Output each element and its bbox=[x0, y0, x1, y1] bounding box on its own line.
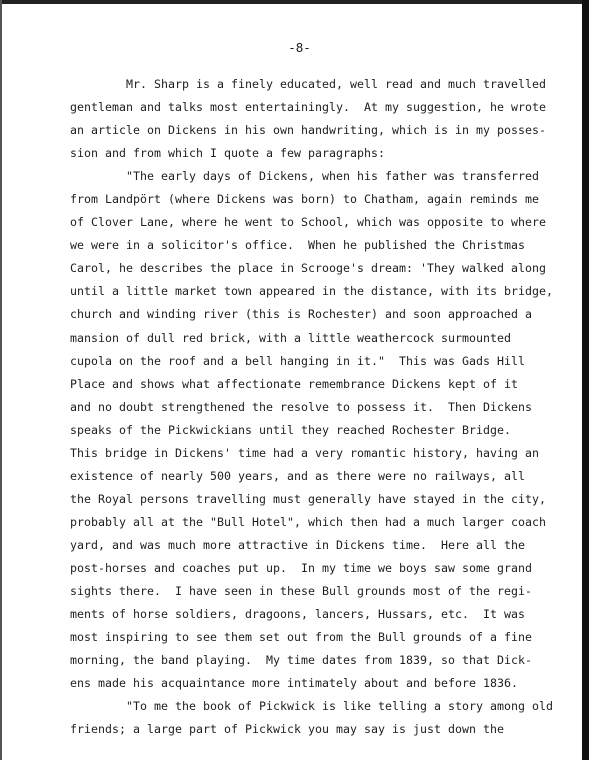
text-line: cupola on the roof and a bell hanging in it." This was Gads Hill bbox=[70, 353, 526, 368]
text-line: from Landpört (where Dickens was born) to Chatham, again reminds me bbox=[70, 192, 540, 207]
text-line: we were in a solicitor's office. When he published the Christmas bbox=[70, 238, 526, 253]
text-line: an article on Dickens in his own handwriting, which is in my posses- bbox=[70, 123, 547, 138]
scan-edge-right bbox=[582, 0, 589, 760]
text-line: of Clover Lane, where he went to School, which was opposite to where bbox=[70, 215, 547, 230]
scan-edge-top bbox=[0, 0, 589, 4]
text-line: sion and from which I quote a few paragraphs: bbox=[70, 146, 386, 161]
text-line: post-horses and coaches put up. In my time we boys saw some grand bbox=[70, 560, 533, 575]
text-line: gentleman and talks most entertainingly. At my suggestion, he wrote bbox=[70, 100, 547, 115]
text-line: This bridge in Dickens' time had a very romantic history, having an bbox=[70, 445, 540, 460]
text-line: church and winding river (this is Rochester) and soon approached a bbox=[70, 307, 533, 322]
scan-edge-left bbox=[0, 0, 2, 760]
text-line: ments of horse soldiers, dragoons, lancers, Hussars, etc. It was bbox=[70, 607, 526, 622]
text-line: most inspiring to see them set out from the Bull grounds of a fine bbox=[70, 630, 533, 645]
text-line: sights there. I have seen in these Bull grounds most of the regi- bbox=[70, 584, 533, 599]
text-line: speaks of the Pickwickians until they reached Rochester Bridge. bbox=[70, 422, 512, 437]
text-line: Place and shows what affectionate remembrance Dickens kept of it bbox=[70, 376, 519, 391]
text-line: existence of nearly 500 years, and as there were no railways, all bbox=[70, 468, 526, 483]
text-line: until a little market town appeared in the distance, with its bridge, bbox=[70, 284, 554, 299]
text-line: yard, and was much more attractive in Dickens time. Here all the bbox=[70, 537, 526, 552]
text-line: "The early days of Dickens, when his father was transferred bbox=[70, 169, 540, 184]
text-line: and no doubt strengthened the resolve to possess it. Then Dickens bbox=[70, 399, 533, 414]
text-line: Carol, he describes the place in Scrooge's dream: 'They walked along bbox=[70, 261, 547, 276]
text-line: ens made his acquaintance more intimately about and before 1836. bbox=[70, 676, 519, 691]
text-line: probably all at the "Bull Hotel", which then had a much larger coach bbox=[70, 514, 547, 529]
text-line: mansion of dull red brick, with a little weathercock surmounted bbox=[70, 330, 512, 345]
text-line: Mr. Sharp is a finely educated, well read and much travelled bbox=[70, 77, 547, 91]
text-line: the Royal persons travelling must generally have stayed in the city, bbox=[70, 491, 547, 506]
text-line: "To me the book of Pickwick is like telling a story among old bbox=[70, 699, 554, 714]
page-number: -8- bbox=[288, 40, 311, 55]
body-text bbox=[70, 73, 553, 741]
text-line: friends; a large part of Pickwick you may say is just down the bbox=[70, 722, 505, 737]
text-line: morning, the band playing. My time dates from 1839, so that Dick- bbox=[70, 653, 533, 668]
